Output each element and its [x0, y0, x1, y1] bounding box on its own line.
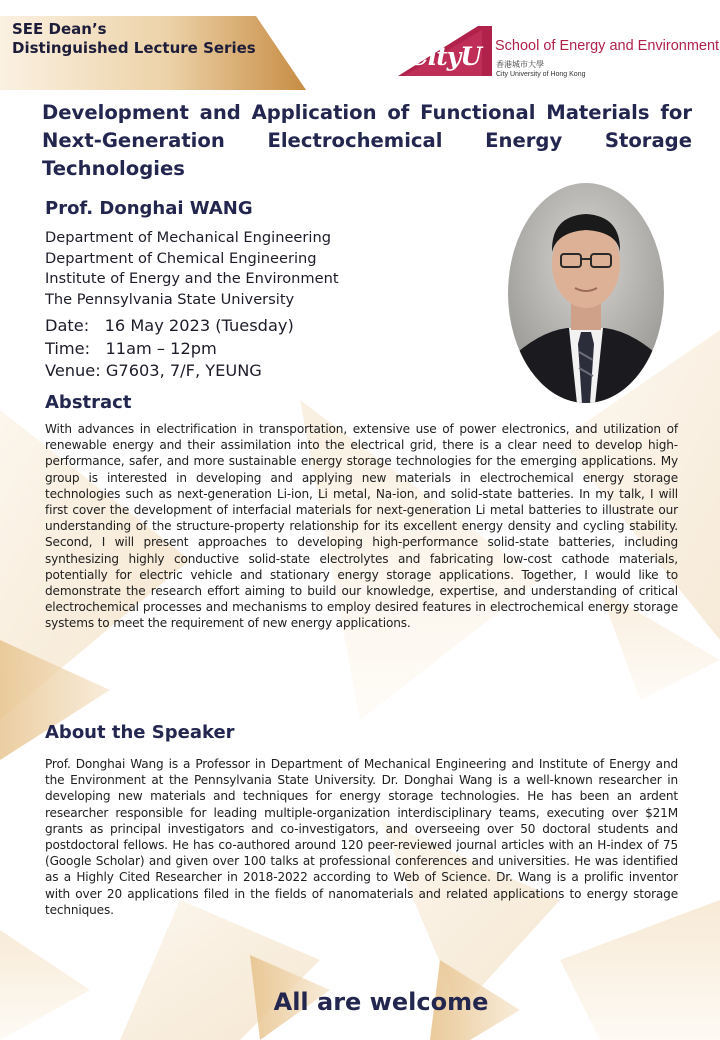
logo-cityu-text: CityU — [408, 42, 482, 71]
school-name: School of Energy and Environment — [495, 38, 720, 54]
event-time: Time: 11am – 12pm — [45, 338, 217, 358]
abstract-heading: Abstract — [45, 392, 132, 413]
event-details — [45, 315, 465, 383]
university-english-name: City University of Hong Kong — [496, 71, 586, 78]
lecture-series-title — [12, 20, 256, 58]
abstract-text: With advances in electrification in transportation, extensive use of power electronics, and utilization of renewable energy and their assimilation into the electrical grid, there is a clear need to develop high-performance, safer, and more sustainable energy storage technologies for the emerging applications. My group is interested in developing and applying new materials in electrochemical energy storage technologies such as next-generation Li-ion, Li metal, Na-ion, and solid-state batteries. In my talk, I will first cover the development of interfacial materials for next-generation Li metal batteries to illustrate our understanding of the structure-property relationship for its excellent energy density and cycling stability. Second, I will present approaches to developing high-performance solid-state batteries, including synthesizing highly conductive solid-state electrolytes and fabricating low-cost cathode materials, potentially for electric vehicle and stationary energy storage applications. Together, I would like to demonstrate the research effort aiming to build our knowledge, expertise, and understanding of critical electrochemical processes and mechanisms to employ desired features in electrochemical energy storage systems to meet the requirement of new energy applications. — [45, 422, 678, 631]
affiliation-line: Department of Chemical Engineering — [45, 249, 317, 267]
series-line-2: Distinguished Lecture Series — [12, 39, 256, 57]
cityu-logo — [398, 24, 720, 86]
affiliation-line: The Pennsylvania State University — [45, 290, 295, 308]
series-line-1: SEE Dean’s — [12, 20, 107, 38]
event-date: Date: 16 May 2023 (Tuesday) — [45, 316, 294, 335]
affiliation-line: Department of Mechanical Engineering — [45, 229, 331, 246]
speaker-photo — [507, 182, 665, 404]
about-speaker-heading: About the Speaker — [45, 722, 235, 743]
lecture-title: Development and Application of Functional Materials for Next-Generation Electrochemical Energy Storage Technologies — [42, 101, 692, 180]
speaker-affiliations — [45, 228, 465, 310]
speaker-name: Prof. Donghai WANG — [45, 198, 253, 219]
event-venue: Venue: G7603, 7/F, YEUNG — [45, 361, 262, 380]
affiliation-line: Institute of Energy and the Environment — [45, 270, 339, 287]
welcome-message: All are welcome — [273, 988, 489, 1016]
university-chinese-name: 香港城市大學 — [496, 60, 544, 69]
about-speaker-text: Prof. Donghai Wang is a Professor in Department of Mechanical Engineering and Institute of Energy and the Environment at the Pennsylvania State University. Dr. Donghai Wang is a well-known researcher in developing new materials and techniques for energy storage technologies. He has been an ardent researcher responsible for leading multiple-organization interdisciplinary teams, executing over $21M grants as principal investigators and co-investigators, and overseeing over 50 doctoral students and postdoctoral fellows. He has co-authored around 120 peer-reviewed journal articles with an H-index of 75 (Google Scholar) and given over 100 talks at professional conferences and universities. He was identified as a Highly Cited Researcher in 2018-2022 according to Web of Science. Dr. Wang is a prolific inventor with over 20 applications filed in the fields of nanomaterials and related applications to energy storage techniques. — [45, 757, 678, 917]
